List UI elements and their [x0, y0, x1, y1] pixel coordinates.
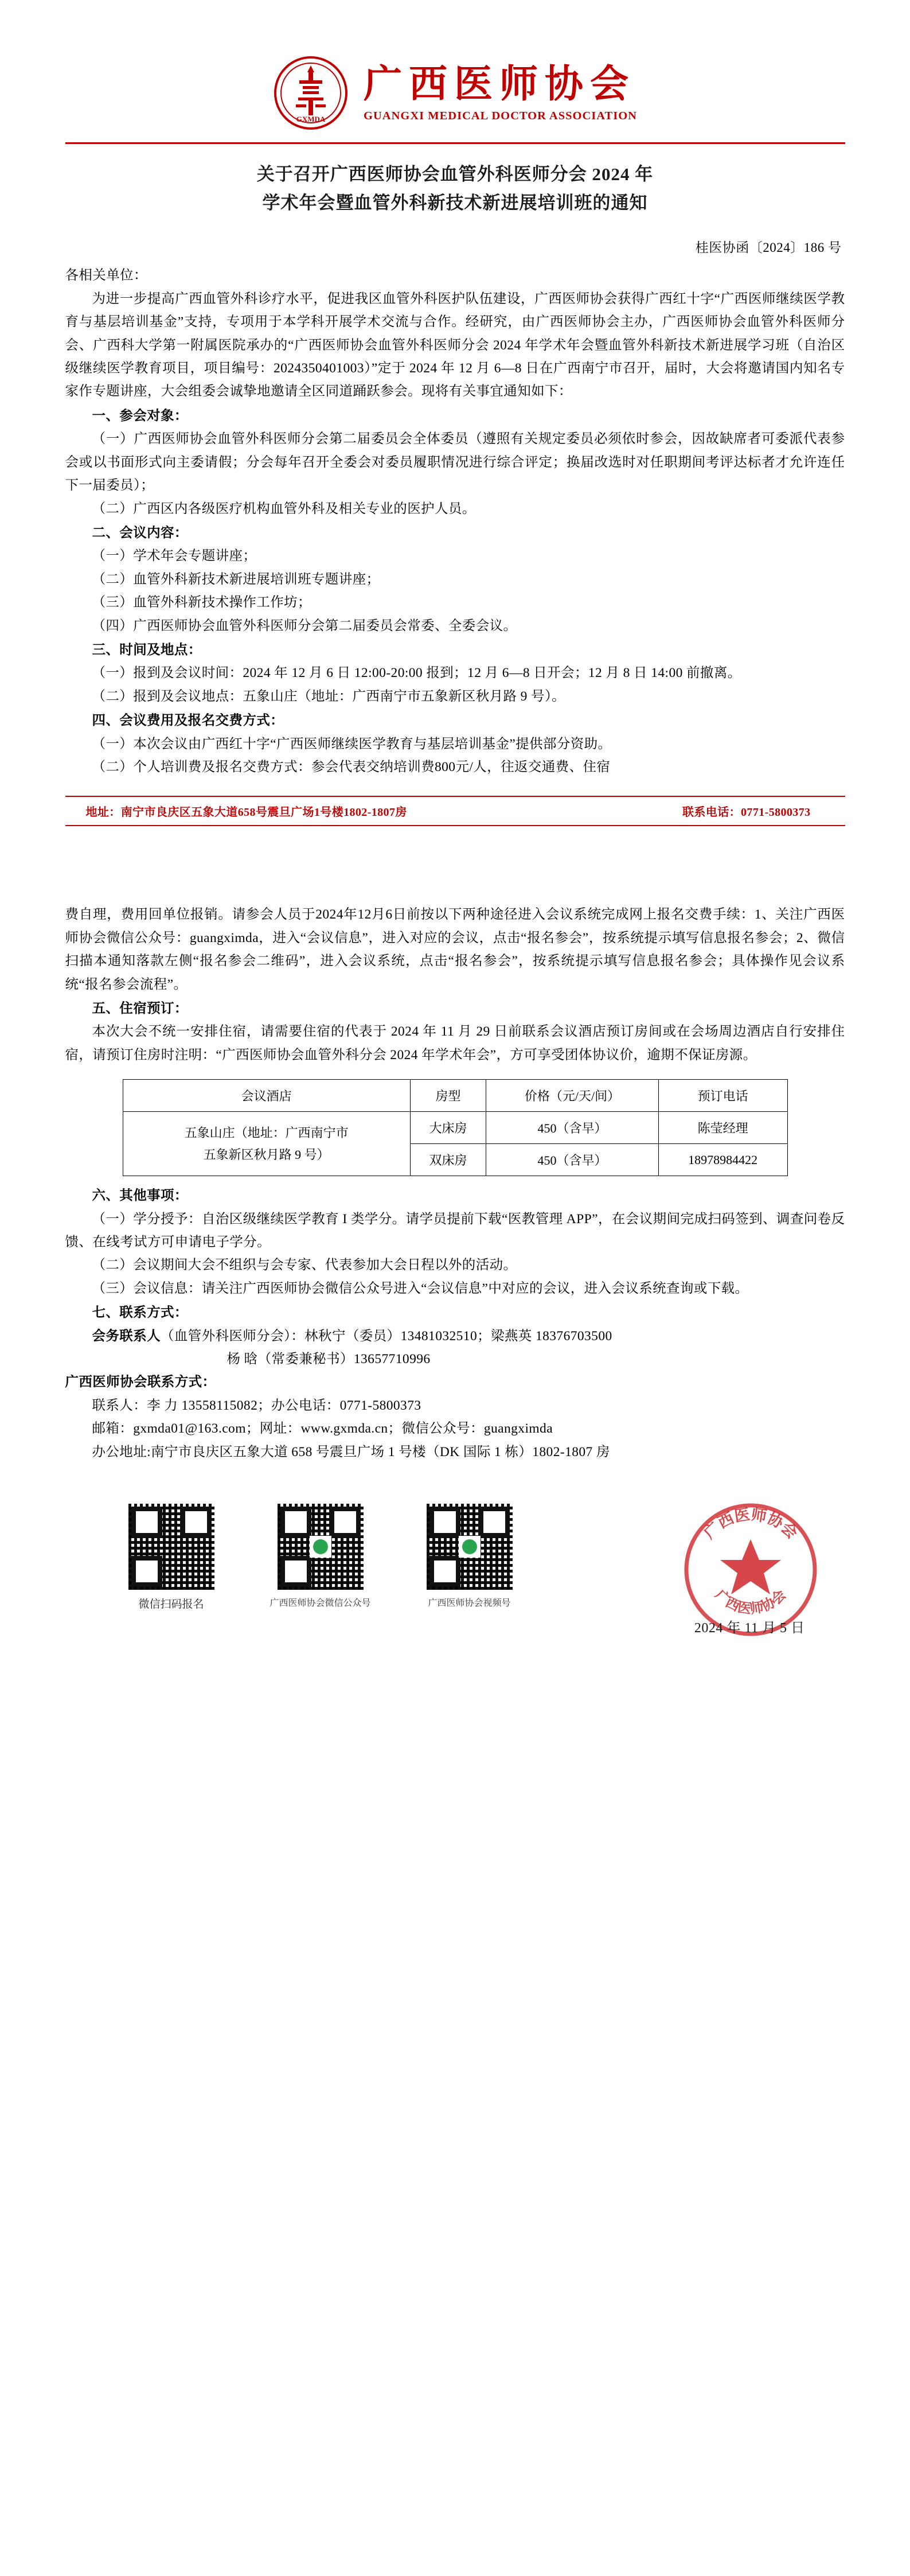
section-head-3: 三、时间及地点：	[92, 642, 202, 657]
table-cell-price-2: 450（含早）	[486, 1144, 659, 1176]
gx-contact-head: 广西医师协会联系方式：	[65, 1375, 216, 1390]
section-head-1: 一、参会对象：	[92, 408, 188, 423]
svg-text:广西医师协会: 广西医师协会	[712, 1587, 789, 1617]
qr-code-official-account-icon[interactable]	[278, 1504, 364, 1590]
section-head-4: 四、会议费用及报名交费方式：	[92, 713, 284, 729]
table-row	[123, 1112, 787, 1144]
section-6-item-3: （三）会议信息：请关注广西医师协会微信公众号进入“会议信息”中对应的会议，进入会议系统查询或下载。	[92, 1281, 749, 1296]
document-number: 桂医协函〔2024〕186 号	[695, 240, 842, 255]
continued-paragraph: 费自理，费用回单位报销。请参会人员于2024年12月6日前按以下两种途径进入会议系统完成网上报名交费手续：1、关注广西医师协会微信公众号：guangximda，进入“会议信息”，进入对应的会议，点击“报名参会”，按系统提示填写信息报名参会；2、微信扫描本通知落款左侧“报名参会二维码”，进入会议系统，点击“报名参会”，按系统提示填写信息报名参会；具体操作见会议系统“报名参会流程”。	[65, 907, 845, 992]
qr-caption-official-account: 广西医师协会微信公众号	[270, 1598, 371, 1609]
table-cell-price-1: 450（含早）	[486, 1112, 659, 1144]
table-cell-contact-2: 18978984422	[658, 1144, 787, 1176]
table-header-hotel: 会议酒店	[123, 1080, 410, 1112]
qr-caption-registration: 微信扫码报名	[138, 1598, 204, 1611]
table-cell-roomtype-2: 双床房	[410, 1144, 486, 1176]
footer-contact-band	[65, 796, 845, 826]
footer-telephone: 联系电话：0771-5800373	[682, 806, 811, 819]
page-title-line2: 学术年会暨血管外科新技术新进展培训班的通知	[262, 193, 648, 213]
gx-contact-line-3: 办公地址:南宁市良庆区五象大道 658 号震旦广场 1 号楼（DK 国际 1 栋）1802-1807 房	[92, 1444, 610, 1460]
table-cell-roomtype-1: 大床房	[410, 1112, 486, 1144]
section-6-item-1: （一）学分授予：自治区级继续医学教育 I 类学分。请学员提前下载“医教管理 APP”，在会议期间完成扫码签到、调查问卷反馈、在线考试方可申请电子学分。	[65, 1211, 845, 1250]
section-3-item-2: （二）报到及会议地点：五象山庄（地址：广西南宁市五象新区秋月路 9 号）。	[92, 688, 566, 704]
qr-item-video-channel[interactable]	[415, 1504, 524, 1609]
table-header-row	[123, 1080, 787, 1112]
section-1-item-2: （二）广西区内各级医疗机构血管外科及相关专业的医护人员。	[92, 501, 476, 516]
section-head-7: 七、联系方式：	[92, 1305, 188, 1321]
signature-date: 2024 年 11 月 5 日	[694, 1621, 805, 1636]
hotel-name-line1: 五象山庄（地址：广西南宁市	[184, 1126, 349, 1141]
qr-code-video-channel-icon[interactable]	[427, 1504, 513, 1590]
table-cell-hotel	[123, 1112, 410, 1176]
table-header-price: 价格（元/天/间）	[486, 1080, 659, 1112]
qr-item-registration[interactable]	[117, 1504, 226, 1611]
gx-contact-line-1: 联系人：李 力 13558115082；办公电话：0771-5800373	[92, 1398, 421, 1413]
section-head-2: 二、会议内容：	[92, 525, 188, 540]
page-break-gap	[65, 826, 845, 895]
section-head-6: 六、其他事项：	[92, 1188, 188, 1204]
page-title	[65, 160, 845, 217]
hotel-booking-table	[123, 1079, 788, 1176]
document-body-other	[65, 1184, 845, 1464]
org-name-en: GUANGXI MEDICAL DOCTOR ASSOCIATION	[364, 110, 637, 123]
table-header-roomtype: 房型	[410, 1080, 486, 1112]
section-head-5: 五、住宿预订：	[92, 1001, 188, 1016]
document-body	[65, 264, 845, 779]
assoc-contact-label: 会务联系人	[92, 1328, 161, 1344]
wechat-channel-badge-icon	[459, 1536, 481, 1558]
qr-caption-video-channel: 广西医师协会视频号	[428, 1598, 511, 1609]
section-2-item-1: （一）学术年会专题讲座；	[92, 548, 257, 564]
assoc-contact-people: 林秋宁（委员）13481032510；梁燕英 18376703500	[304, 1328, 612, 1344]
svg-text:GXMDA: GXMDA	[296, 115, 326, 123]
assoc-contact-line	[65, 1325, 845, 1348]
letterhead	[65, 0, 845, 131]
document-sheet	[65, 0, 845, 1636]
section-2-item-2: （二）血管外科新技术新进展培训班专题讲座；	[92, 571, 380, 587]
section-2-item-4: （四）广西医师协会血管外科医师分会第二届委员会常委、全委会议。	[92, 618, 517, 633]
header-divider	[65, 142, 845, 144]
section-1-item-1: （一）广西医师协会血管外科医师分会第二届委员会全体委员（遵照有关规定委员必须依时参会，因故缺席者可委派代表参会或以书面形式向主委请假；分会每年召开全委会对委员履职情况进行综合评定；换届改选时对任职期间考评达标者才允许连任下一届委员）；	[65, 431, 845, 493]
section-3-item-1: （一）报到及会议时间：2024 年 12 月 6 日 12:00-20:00 报到；12 月 6—8 日开会；12 月 8 日 14:00 前撤离。	[92, 666, 741, 681]
hotel-name-line2: 五象新区秋月路 9 号）	[203, 1147, 330, 1162]
qr-item-official-account[interactable]	[266, 1504, 375, 1609]
qr-code-registration-icon[interactable]	[128, 1504, 214, 1590]
section-2-item-3: （三）血管外科新技术操作工作坊；	[92, 595, 311, 610]
org-name-cn: 广西医师协会	[364, 63, 636, 106]
section-6-item-2: （二）会议期间大会不组织与会专家、代表参加大会日程以外的活动。	[92, 1258, 517, 1273]
section-4-item-1: （一）本次会议由广西红十字“广西医师继续医学教育与基层培训基金”提供部分资助。	[92, 736, 612, 752]
footer-address: 地址：南宁市良庆区五象大道658号震旦广场1号楼1802-1807房	[85, 806, 407, 819]
qr-and-seal-area	[65, 1504, 845, 1636]
association-logo-icon	[273, 55, 349, 131]
intro-paragraph: 为进一步提高广西血管外科诊疗水平，促进我区血管外科医护队伍建设，广西医师协会获得广西红十字“广西医师继续医学教育与基层培训基金”支持，专项用于本学科开展学术交流与合作。经研究，由广西医师协会主办，广西医师协会血管外科医师分会、广西科大学第一附属医院承办的“广西医师协会血管外科医师分会 2024 年学术年会暨血管外科新技术新进展学习班（自治区级继续医学教育项目，项目编号：2024350401003）”定于 2024 年 12 月 6—8 日在广西南宁市召开，届时，大会将邀请国内知名专家作专题讲座，大会组委会诚挚地邀请全区同道踊跃参会。现将有关事宜通知如下：	[65, 291, 845, 399]
document-body-page2	[65, 903, 845, 1067]
table-header-phone: 预订电话	[658, 1080, 787, 1112]
salutation: 各相关单位：	[65, 268, 147, 283]
assoc-contact-people-2: 杨 晗（常委兼秘书）13657710996	[226, 1352, 431, 1367]
letterhead-text	[364, 63, 637, 123]
section-5-item-1: 本次大会不统一安排住宿，请需要住宿的代表于 2024 年 11 月 29 日前联系会议酒店预订房间或在会场周边酒店自行安排住宿，请预订住房时注明：“广西医师协会血管外科分会 2024 年学术年会”，方可享受团体协议价，逾期不保证房源。	[65, 1024, 845, 1063]
page-title-line1: 关于召开广西医师协会血管外科医师分会 2024 年	[256, 164, 654, 184]
svg-text:广西医师协会: 广西医师协会	[700, 1505, 800, 1542]
section-4-item-2: （二）个人培训费及报名交费方式：参会代表交纳培训费800元/人，往返交通费、住宿	[92, 759, 611, 775]
gx-contact-line-2: 邮箱：gxmda01@163.com；网址：www.gxmda.cn；微信公众号：guangximda	[92, 1421, 553, 1437]
wechat-badge-icon	[310, 1536, 331, 1558]
assoc-contact-note: （血管外科医师分会）：	[161, 1328, 305, 1344]
table-cell-contact-1: 陈莹经理	[658, 1112, 787, 1144]
